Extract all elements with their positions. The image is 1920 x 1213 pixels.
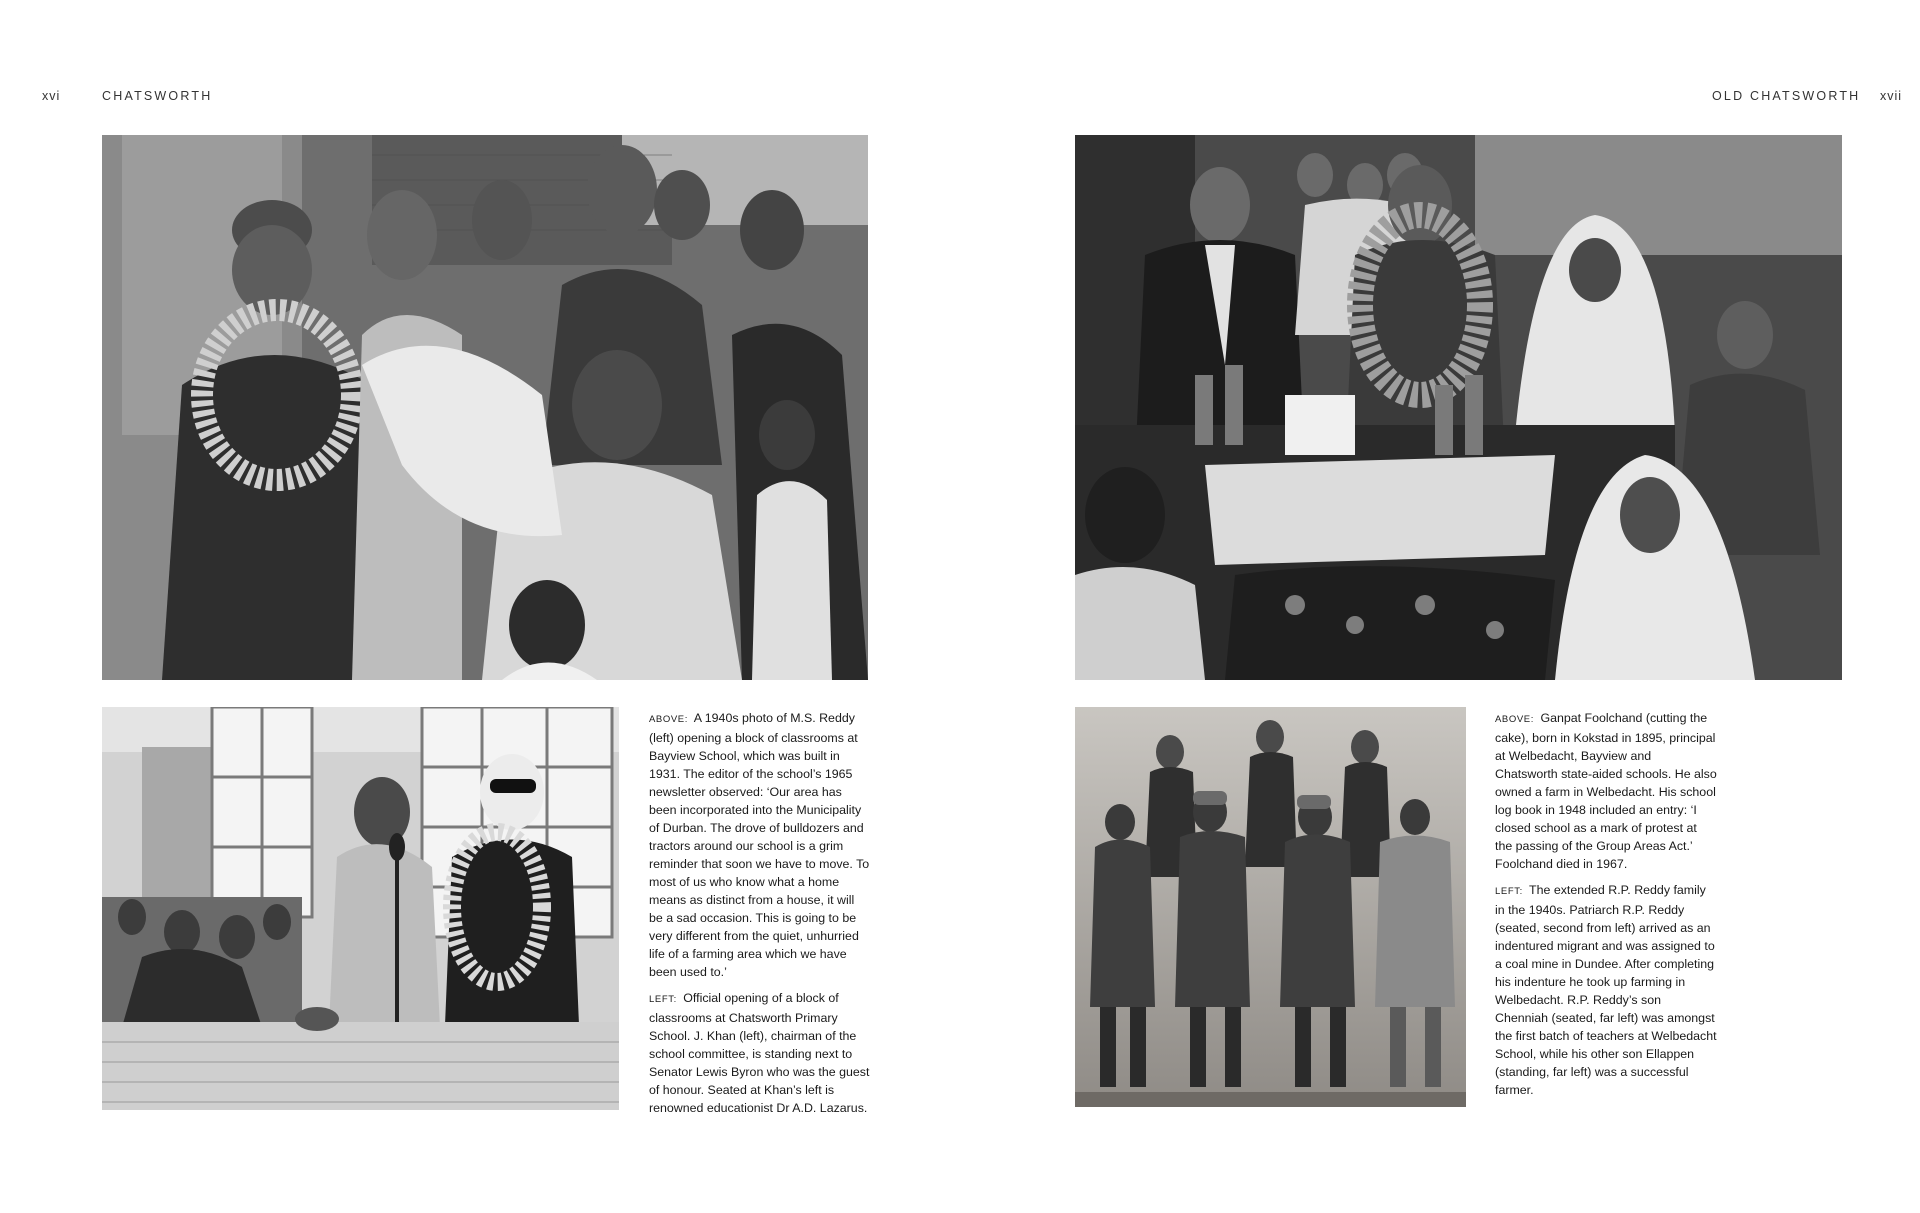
photo-cake-cutting-celebration-icon xyxy=(1075,135,1842,680)
caption-right-page xyxy=(1495,709,1717,1107)
right-page xyxy=(960,0,1920,1213)
caption-left-page xyxy=(649,709,871,1125)
caption-text-left: Official opening of a block of classrooms at Chatsworth Primary School. J. Khan (left), chairman of the school committee, is standing next to Senator Lewis Byron who was the guest of honour. Seated at Khan’s left is renowned educationist Dr A.D. Lazarus. xyxy=(649,991,870,1115)
caption-label-left: LEFT: xyxy=(1495,886,1523,897)
caption-text-left: The extended R.P. Reddy family in the 1940s. Patriarch R.P. Reddy (seated, second from left) arrived as an indentured migrant and was assigned to a coal mine in Dundee. After completing his indenture he took up farming in Welbedacht. R.P. Reddy’s son Chenniah (seated, far left) was amongst the first batch of teachers at Welbedacht School, while his other son Ellappen (standing, far left) was a successful farmer. xyxy=(1495,883,1717,1097)
folio-left: xvi xyxy=(42,89,61,103)
caption-label-above: ABOVE: xyxy=(649,714,688,725)
caption-text-above: Ganpat Foolchand (cutting the cake), born in Kokstad in 1895, principal at Welbedacht, Bayview and Chatsworth state-aided schools. He also owned a farm in Welbedacht. His school log book in 1948 included an entry: ‘I closed school as a mark of protest at the passing of the Group Areas Act.’ Foolchand died in 1967. xyxy=(1495,711,1717,871)
caption-label-above: ABOVE: xyxy=(1495,714,1534,725)
photo-cake-cutting xyxy=(1075,135,1842,680)
caption-left-left xyxy=(649,989,871,1117)
photo-reddy-family-portrait-icon xyxy=(1075,707,1466,1107)
caption-left-right xyxy=(1495,881,1717,1099)
folio-right: xvii xyxy=(1880,89,1903,103)
running-head-right: OLD CHATSWORTH xyxy=(1712,89,1861,103)
running-head-left: CHATSWORTH xyxy=(102,89,213,103)
photo-family-portrait xyxy=(1075,707,1466,1107)
photo-mayor-garland-ceremony-icon xyxy=(102,135,868,680)
photo-school-opening xyxy=(102,707,619,1110)
photo-school-opening-speech-icon xyxy=(102,707,619,1110)
caption-above-right xyxy=(1495,709,1717,873)
photo-garland-ceremony xyxy=(102,135,868,680)
caption-above-left xyxy=(649,709,871,981)
caption-label-left: LEFT: xyxy=(649,994,677,1005)
caption-text-above: A 1940s photo of M.S. Reddy (left) opening a block of classrooms at Bayview School, which was built in 1931. The editor of the school’s 1965 newsletter observed: ‘Our area has been incorporated into the Municipality of Durban. The drove of bulldozers and tractors around our school is a grim reminder that soon we have to move. To most of us who know what a home means as distinct from a house, it will be a sad occasion. This is going to be very different from the quiet, unhurried life of a farming area which we have been used to.’ xyxy=(649,711,870,979)
